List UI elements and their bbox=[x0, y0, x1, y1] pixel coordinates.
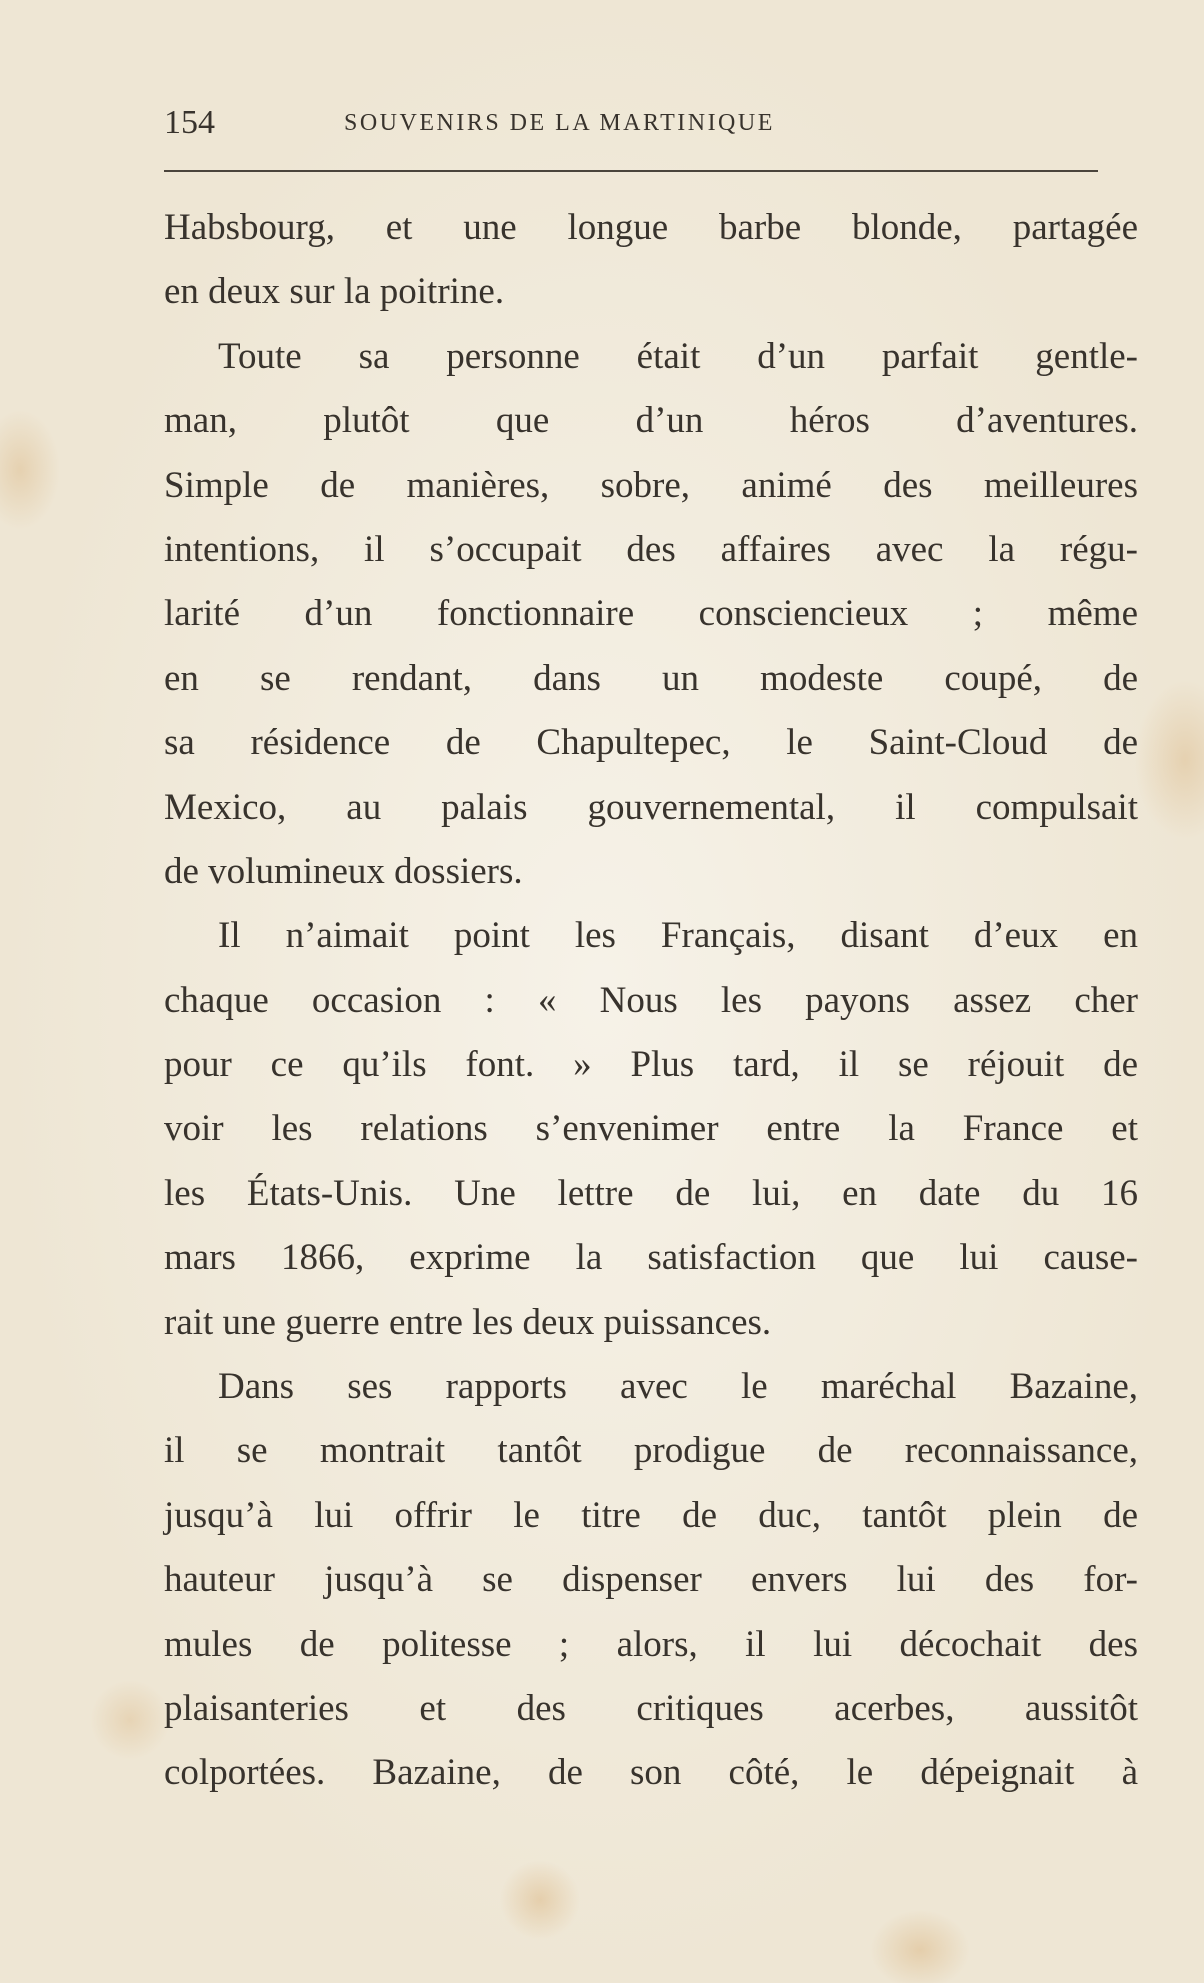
text-line: Simple de manières, sobre, animé des meilleures bbox=[164, 464, 1138, 506]
text-line: Il n’aimait point les Français, disant d’eux en bbox=[218, 915, 1138, 957]
text-line: man, plutôt que d’un héros d’aventures. bbox=[164, 400, 1138, 442]
text-line: plaisanteries et des critiques acerbes, aussitôt bbox=[164, 1687, 1138, 1729]
text-line: larité d’un fonctionnaire consciencieux ; même bbox=[164, 593, 1138, 635]
text-line: mars 1866, exprime la satisfaction que lui cause- bbox=[164, 1237, 1138, 1279]
text-line: mules de politesse ; alors, il lui décochait des bbox=[164, 1623, 1138, 1665]
text-line: il se montrait tantôt prodigue de reconnaissance, bbox=[164, 1430, 1138, 1472]
text-line: Dans ses rapports avec le maréchal Bazaine, bbox=[218, 1366, 1138, 1408]
text-line: colportées. Bazaine, de son côté, le dépeignait à bbox=[164, 1752, 1138, 1794]
running-title: SOUVENIRS DE LA MARTINIQUE bbox=[344, 110, 775, 136]
text-line: jusqu’à lui offrir le titre de duc, tantôt plein de bbox=[164, 1494, 1138, 1536]
text-line: de volumineux dossiers. bbox=[164, 850, 523, 892]
text-line: hauteur jusqu’à se dispenser envers lui des for- bbox=[164, 1559, 1138, 1601]
text-line: en deux sur la poitrine. bbox=[164, 271, 505, 313]
page-number: 154 bbox=[164, 104, 215, 141]
text-line: voir les relations s’envenimer entre la France et bbox=[164, 1108, 1138, 1150]
text-line: pour ce qu’ils font. » Plus tard, il se réjouit de bbox=[164, 1044, 1138, 1086]
text-line: Toute sa personne était d’un parfait gentle- bbox=[218, 335, 1138, 377]
text-line: sa résidence de Chapultepec, le Saint-Cloud de bbox=[164, 722, 1138, 764]
text-line: Habsbourg, et une longue barbe blonde, partagée bbox=[164, 207, 1138, 248]
text-line: rait une guerre entre les deux puissances. bbox=[164, 1301, 772, 1343]
text-line: chaque occasion : « Nous les payons assez cher bbox=[164, 979, 1138, 1021]
text-line: en se rendant, dans un modeste coupé, de bbox=[164, 657, 1138, 699]
body-text bbox=[164, 196, 1138, 1806]
text-line: Mexico, au palais gouvernemental, il compulsait bbox=[164, 786, 1138, 828]
header-rule bbox=[164, 170, 1098, 172]
text-line: intentions, il s’occupait des affaires avec la régu- bbox=[164, 528, 1138, 570]
text-line: les États-Unis. Une lettre de lui, en date du 16 bbox=[164, 1172, 1138, 1214]
